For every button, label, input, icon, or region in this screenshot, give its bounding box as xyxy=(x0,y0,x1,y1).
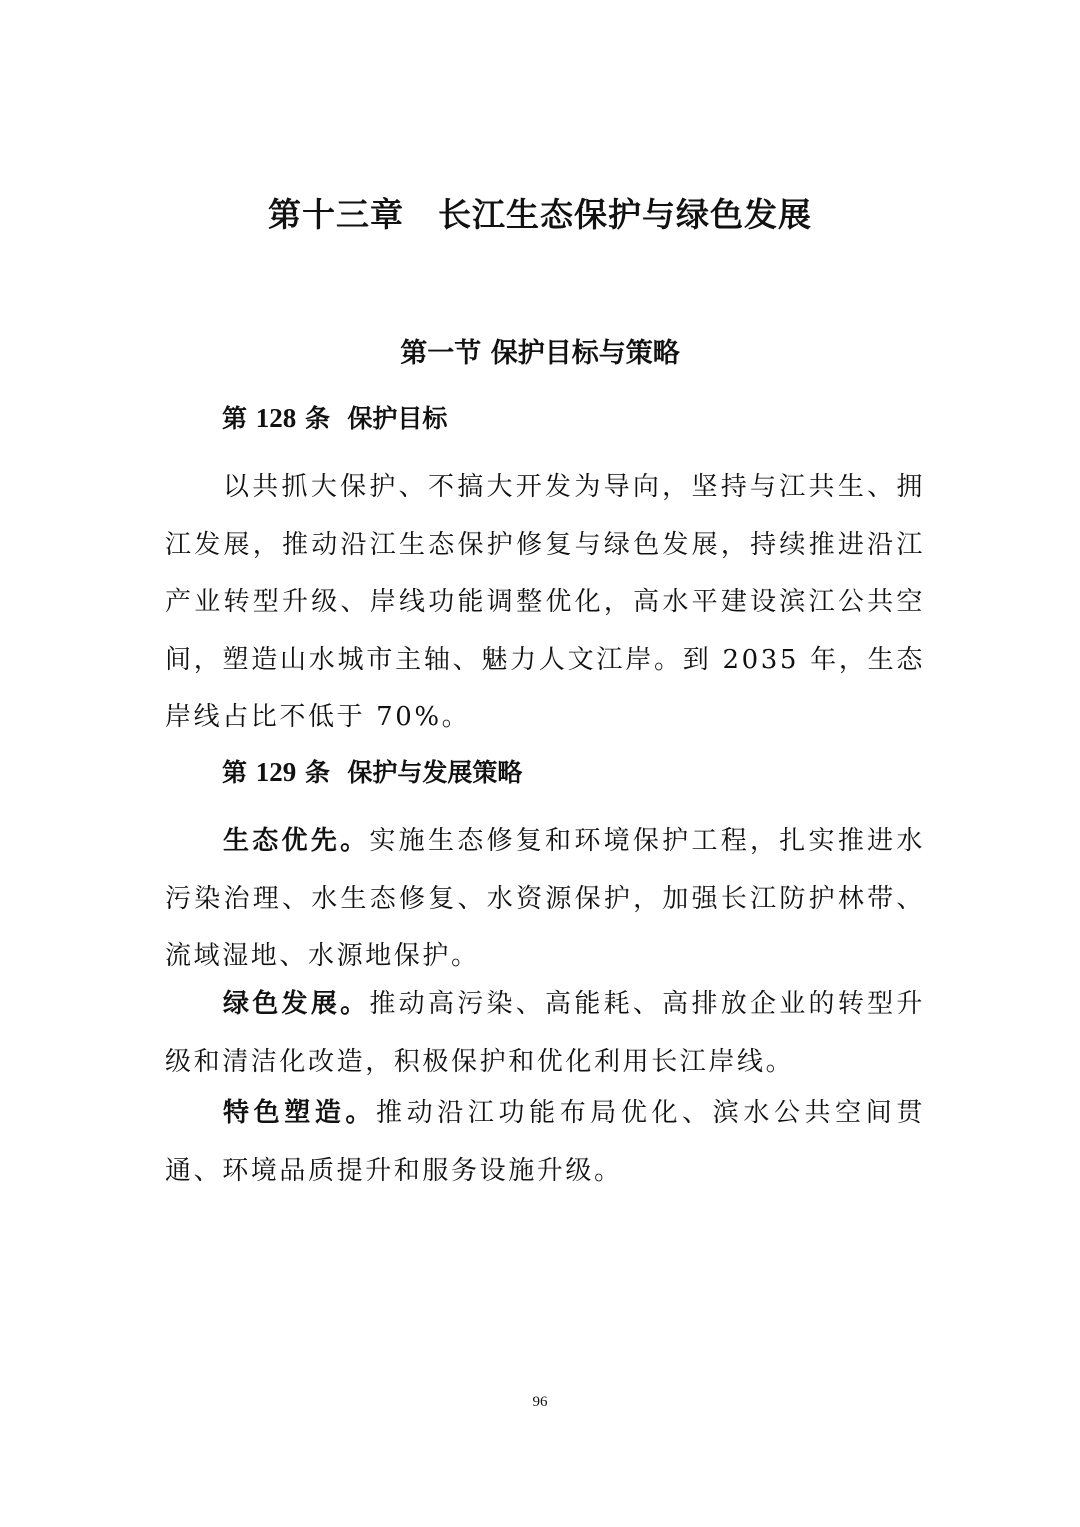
strategy-lead: 生态优先。 xyxy=(223,826,370,856)
article-prefix: 第 xyxy=(222,404,248,433)
strategy-text: 实施生态修复和环境保护工程，扎实推进水污染治理、水生态修复、水资源保护，加强长江防护林带、流域湿地、水源地保护。 xyxy=(165,826,925,971)
strategy-paragraph-feature xyxy=(165,1085,925,1200)
article-suffix: 条 xyxy=(304,404,330,433)
article-128-heading xyxy=(222,398,447,439)
article-title: 保护目标 xyxy=(347,404,448,433)
strategy-text: 推动高污染、高能耗、高排放企业的转型升级和清洁化改造，积极保护和优化利用长江岸线。 xyxy=(165,989,925,1077)
article-prefix: 第 xyxy=(222,758,248,787)
article-number: 129 xyxy=(255,757,297,787)
chapter-title xyxy=(0,190,1080,240)
page-number: 96 xyxy=(532,1394,548,1410)
chapter-name: 长江生态保护与绿色发展 xyxy=(438,195,812,234)
article-128-paragraph: 以共抓大保护、不搞大开发为导向，坚持与江共生、拥江发展，推动沿江生态保护修复与绿色发展，持续推进沿江产业转型升级、岸线功能调整优化，高水平建设滨江公共空间，塑造山水城市主轴、魅力人文江岸。到 2035 年，生态岸线占比不低于 70%。 xyxy=(165,472,925,732)
strategy-paragraph-ecology xyxy=(165,813,925,986)
article-suffix: 条 xyxy=(304,758,330,787)
section-title: 第一节 保护目标与策略 xyxy=(400,338,680,369)
article-129-heading xyxy=(222,752,522,793)
article-number: 128 xyxy=(255,403,297,433)
strategy-text: 推动沿江功能布局优化、滨水公共空间贯通、环境品质提升和服务设施升级。 xyxy=(165,1098,925,1186)
article-title: 保护与发展策略 xyxy=(347,758,523,787)
chapter-number: 第十三章 xyxy=(268,195,404,234)
strategy-paragraph-green xyxy=(165,976,925,1091)
strategy-lead: 绿色发展。 xyxy=(223,989,370,1019)
strategy-lead: 特色塑造。 xyxy=(223,1098,377,1128)
